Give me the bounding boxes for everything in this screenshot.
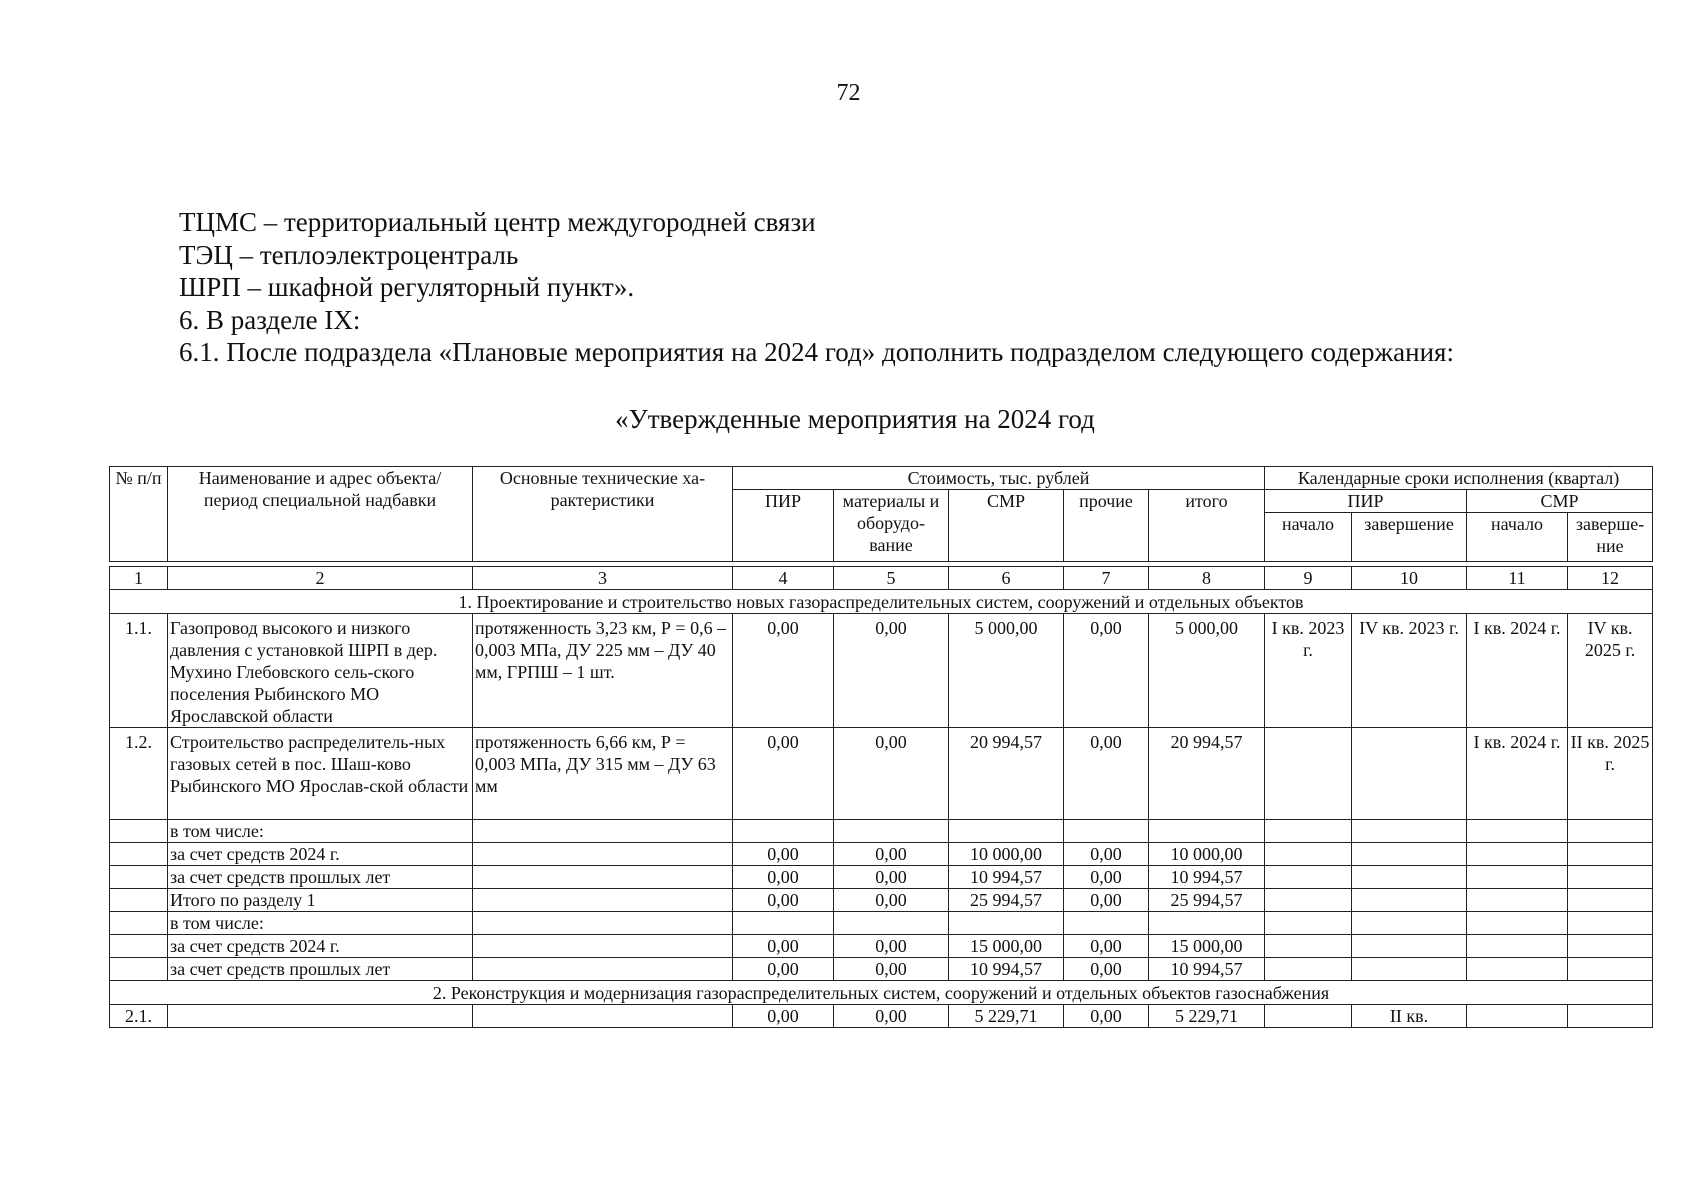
- cell-tech: [473, 912, 733, 935]
- column-number: 1: [110, 567, 168, 590]
- cell-other: 0,00: [1064, 866, 1149, 889]
- cell-name: за счет средств прошлых лет: [168, 958, 473, 981]
- cell-pir-start: I кв. 2023 г.: [1265, 614, 1352, 728]
- section-row: [110, 981, 1653, 1005]
- cell-smr: 5 229,71: [949, 1005, 1064, 1028]
- cell-no: [110, 889, 168, 912]
- cell-smr-start: I кв. 2024 г.: [1467, 728, 1568, 820]
- cell-smr-start: [1467, 889, 1568, 912]
- cell-name: Строительство распределитель-ных газовых сетей в пос. Шаш-ково Рыбинского МО Ярослав-ской области: [168, 728, 473, 820]
- header-pir-end: завершение: [1352, 513, 1467, 562]
- cell-smr: 20 994,57: [949, 728, 1064, 820]
- cell-name: за счет средств 2024 г.: [168, 935, 473, 958]
- cell-pir-end: IV кв. 2023 г.: [1352, 614, 1467, 728]
- cell-smr: [949, 820, 1064, 843]
- intro-line: ТЦМС – территориальный центр междугородней связи: [179, 207, 816, 237]
- column-number: 3: [473, 567, 733, 590]
- cell-smr: 10 994,57: [949, 958, 1064, 981]
- cell-smr-start: [1467, 935, 1568, 958]
- column-number: 8: [1149, 567, 1265, 590]
- header-name: Наименование и адрес объекта/ период специальной надбавки: [168, 467, 473, 562]
- cell-smr-end: [1568, 889, 1653, 912]
- cell-smr-start: [1467, 1005, 1568, 1028]
- cell-smr-start: [1467, 820, 1568, 843]
- column-number: 2: [168, 567, 473, 590]
- cell-other: 0,00: [1064, 728, 1149, 820]
- cell-smr-end: II кв. 2025 г.: [1568, 728, 1653, 820]
- subsection-heading: «Утвержденные мероприятия на 2024 год: [615, 404, 1095, 434]
- cell-other: 0,00: [1064, 935, 1149, 958]
- cell-total: 5 000,00: [1149, 614, 1265, 728]
- cell-tech: [473, 820, 733, 843]
- cell-total: 20 994,57: [1149, 728, 1265, 820]
- cell-name: за счет средств 2024 г.: [168, 843, 473, 866]
- cell-smr-end: [1568, 843, 1653, 866]
- cell-other: 0,00: [1064, 889, 1149, 912]
- column-number: 7: [1064, 567, 1149, 590]
- table-row: [110, 614, 1653, 728]
- cell-pir-end: II кв.: [1352, 1005, 1467, 1028]
- section-2-title: 2. Реконструкция и модернизация газораспределительных систем, сооружений и отдельных объектов газоснабжения: [110, 981, 1653, 1005]
- column-number: 9: [1265, 567, 1352, 590]
- intro-line: ТЭЦ – теплоэлектроцентраль: [179, 239, 519, 270]
- cell-other: 0,00: [1064, 958, 1149, 981]
- cell-materials: 0,00: [834, 889, 949, 912]
- cell-total: [1149, 912, 1265, 935]
- cell-smr-start: [1467, 866, 1568, 889]
- cell-smr-end: [1568, 912, 1653, 935]
- header-cost-pir: ПИР: [733, 490, 834, 562]
- table-row: [110, 889, 1653, 912]
- cell-smr: 10 000,00: [949, 843, 1064, 866]
- cell-pir: 0,00: [733, 1005, 834, 1028]
- column-number: 4: [733, 567, 834, 590]
- column-number: 12: [1568, 567, 1653, 590]
- cell-pir: [733, 912, 834, 935]
- cell-pir-start: [1265, 866, 1352, 889]
- table-row: [110, 935, 1653, 958]
- header-smr-start: начало: [1467, 513, 1568, 562]
- column-number-row: [110, 567, 1653, 590]
- page-number: 72: [836, 80, 861, 106]
- cell-smr-start: [1467, 912, 1568, 935]
- cell-smr-end: [1568, 1005, 1653, 1028]
- cell-pir: [733, 820, 834, 843]
- column-number: 5: [834, 567, 949, 590]
- cell-materials: 0,00: [834, 935, 949, 958]
- cell-tech: [473, 1005, 733, 1028]
- cell-smr-start: [1467, 843, 1568, 866]
- measures-table: [109, 466, 1653, 1028]
- cell-pir-end: [1352, 843, 1467, 866]
- cell-no: [110, 843, 168, 866]
- cell-name: в том числе:: [168, 820, 473, 843]
- header-cost-group: Стоимость, тыс. рублей: [733, 467, 1265, 490]
- cell-no: [110, 912, 168, 935]
- intro-line: 6.1. После подраздела «Плановые мероприятия на 2024 год» дополнить подразделом следующего содержания:: [179, 337, 1454, 367]
- cell-pir: 0,00: [733, 866, 834, 889]
- header-cost-other: прочие: [1064, 490, 1149, 562]
- cell-other: 0,00: [1064, 614, 1149, 728]
- intro-line: 6. В разделе IX:: [179, 304, 361, 335]
- cell-total: 10 994,57: [1149, 958, 1265, 981]
- table-row: [110, 1005, 1653, 1028]
- cell-tech: [473, 866, 733, 889]
- cell-no: [110, 866, 168, 889]
- cell-pir-start: [1265, 912, 1352, 935]
- cell-materials: 0,00: [834, 866, 949, 889]
- cell-materials: 0,00: [834, 958, 949, 981]
- cell-total: 25 994,57: [1149, 889, 1265, 912]
- table-row: [110, 866, 1653, 889]
- cell-name: за счет средств прошлых лет: [168, 866, 473, 889]
- cell-no: [110, 820, 168, 843]
- cell-total: 10 994,57: [1149, 866, 1265, 889]
- intro-text: [179, 206, 1454, 369]
- cell-materials: 0,00: [834, 614, 949, 728]
- cell-pir-start: [1265, 889, 1352, 912]
- cell-pir-start: [1265, 1005, 1352, 1028]
- cell-pir-start: [1265, 728, 1352, 820]
- cell-other: 0,00: [1064, 1005, 1149, 1028]
- header-cost-materials: материалы и оборудо-вание: [834, 490, 949, 562]
- cell-smr-end: [1568, 935, 1653, 958]
- header-terms-pir: ПИР: [1265, 490, 1467, 513]
- cell-smr: 5 000,00: [949, 614, 1064, 728]
- cell-other: 0,00: [1064, 843, 1149, 866]
- header-pir-start: начало: [1265, 513, 1352, 562]
- cell-name: Итого по разделу 1: [168, 889, 473, 912]
- cell-tech: [473, 935, 733, 958]
- cell-no: [110, 958, 168, 981]
- cell-pir: 0,00: [733, 958, 834, 981]
- table-row: [110, 728, 1653, 820]
- section-1-title: 1. Проектирование и строительство новых газораспределительных систем, сооружений и отдельных объектов: [110, 590, 1653, 614]
- cell-pir: 0,00: [733, 843, 834, 866]
- cell-pir: 0,00: [733, 935, 834, 958]
- cell-pir: 0,00: [733, 889, 834, 912]
- cell-materials: 0,00: [834, 843, 949, 866]
- cell-no: [110, 935, 168, 958]
- cell-name: [168, 1005, 473, 1028]
- cell-no: 1.1.: [110, 614, 168, 728]
- cell-pir-end: [1352, 935, 1467, 958]
- column-number: 10: [1352, 567, 1467, 590]
- cell-materials: [834, 912, 949, 935]
- cell-pir-end: [1352, 820, 1467, 843]
- header-terms-group: Календарные сроки исполнения (квартал): [1265, 467, 1653, 490]
- cell-total: [1149, 820, 1265, 843]
- table-row: [110, 958, 1653, 981]
- cell-pir-end: [1352, 889, 1467, 912]
- header-no: № п/п: [110, 467, 168, 562]
- cell-total: 10 000,00: [1149, 843, 1265, 866]
- header-smr-end: заверше-ние: [1568, 513, 1653, 562]
- cell-other: [1064, 912, 1149, 935]
- cell-smr: 15 000,00: [949, 935, 1064, 958]
- table-row: [110, 843, 1653, 866]
- cell-no: 2.1.: [110, 1005, 168, 1028]
- cell-pir-end: [1352, 866, 1467, 889]
- section-row: [110, 590, 1653, 614]
- header-cost-smr: СМР: [949, 490, 1064, 562]
- cell-smr: [949, 912, 1064, 935]
- cell-smr: 10 994,57: [949, 866, 1064, 889]
- cell-materials: 0,00: [834, 728, 949, 820]
- header-row: [110, 467, 1653, 490]
- cell-name: в том числе:: [168, 912, 473, 935]
- cell-smr: 25 994,57: [949, 889, 1064, 912]
- cell-pir-start: [1265, 958, 1352, 981]
- cell-pir-start: [1265, 820, 1352, 843]
- cell-pir-start: [1265, 843, 1352, 866]
- cell-smr-end: [1568, 866, 1653, 889]
- header-terms-smr: СМР: [1467, 490, 1653, 513]
- cell-tech: протяженность 3,23 км, Р = 0,6 – 0,003 МПа, ДУ 225 мм – ДУ 40 мм, ГРПШ – 1 шт.: [473, 614, 733, 728]
- cell-pir-end: [1352, 912, 1467, 935]
- column-number: 6: [949, 567, 1064, 590]
- header-cost-total: итого: [1149, 490, 1265, 562]
- column-number: 11: [1467, 567, 1568, 590]
- table-row: [110, 912, 1653, 935]
- cell-pir: 0,00: [733, 728, 834, 820]
- cell-smr-end: [1568, 820, 1653, 843]
- cell-other: [1064, 820, 1149, 843]
- cell-materials: [834, 820, 949, 843]
- table-row: [110, 820, 1653, 843]
- cell-pir-start: [1265, 935, 1352, 958]
- cell-tech: [473, 843, 733, 866]
- cell-smr-end: IV кв. 2025 г.: [1568, 614, 1653, 728]
- cell-smr-end: [1568, 958, 1653, 981]
- intro-line: ШРП – шкафной регуляторный пункт».: [179, 272, 635, 302]
- cell-smr-start: [1467, 958, 1568, 981]
- cell-pir: 0,00: [733, 614, 834, 728]
- cell-name: Газопровод высокого и низкого давления с установкой ШРП в дер. Мухино Глебовского сель-ского поселения Рыбинского МО Ярославской области: [168, 614, 473, 728]
- cell-tech: [473, 889, 733, 912]
- cell-tech: протяженность 6,66 км, Р = 0,003 МПа, ДУ 315 мм – ДУ 63 мм: [473, 728, 733, 820]
- cell-tech: [473, 958, 733, 981]
- header-tech: Основные технические ха-рактеристики: [473, 467, 733, 562]
- cell-total: 15 000,00: [1149, 935, 1265, 958]
- cell-no: 1.2.: [110, 728, 168, 820]
- cell-smr-start: I кв. 2024 г.: [1467, 614, 1568, 728]
- cell-pir-end: [1352, 728, 1467, 820]
- cell-pir-end: [1352, 958, 1467, 981]
- cell-materials: 0,00: [834, 1005, 949, 1028]
- cell-total: 5 229,71: [1149, 1005, 1265, 1028]
